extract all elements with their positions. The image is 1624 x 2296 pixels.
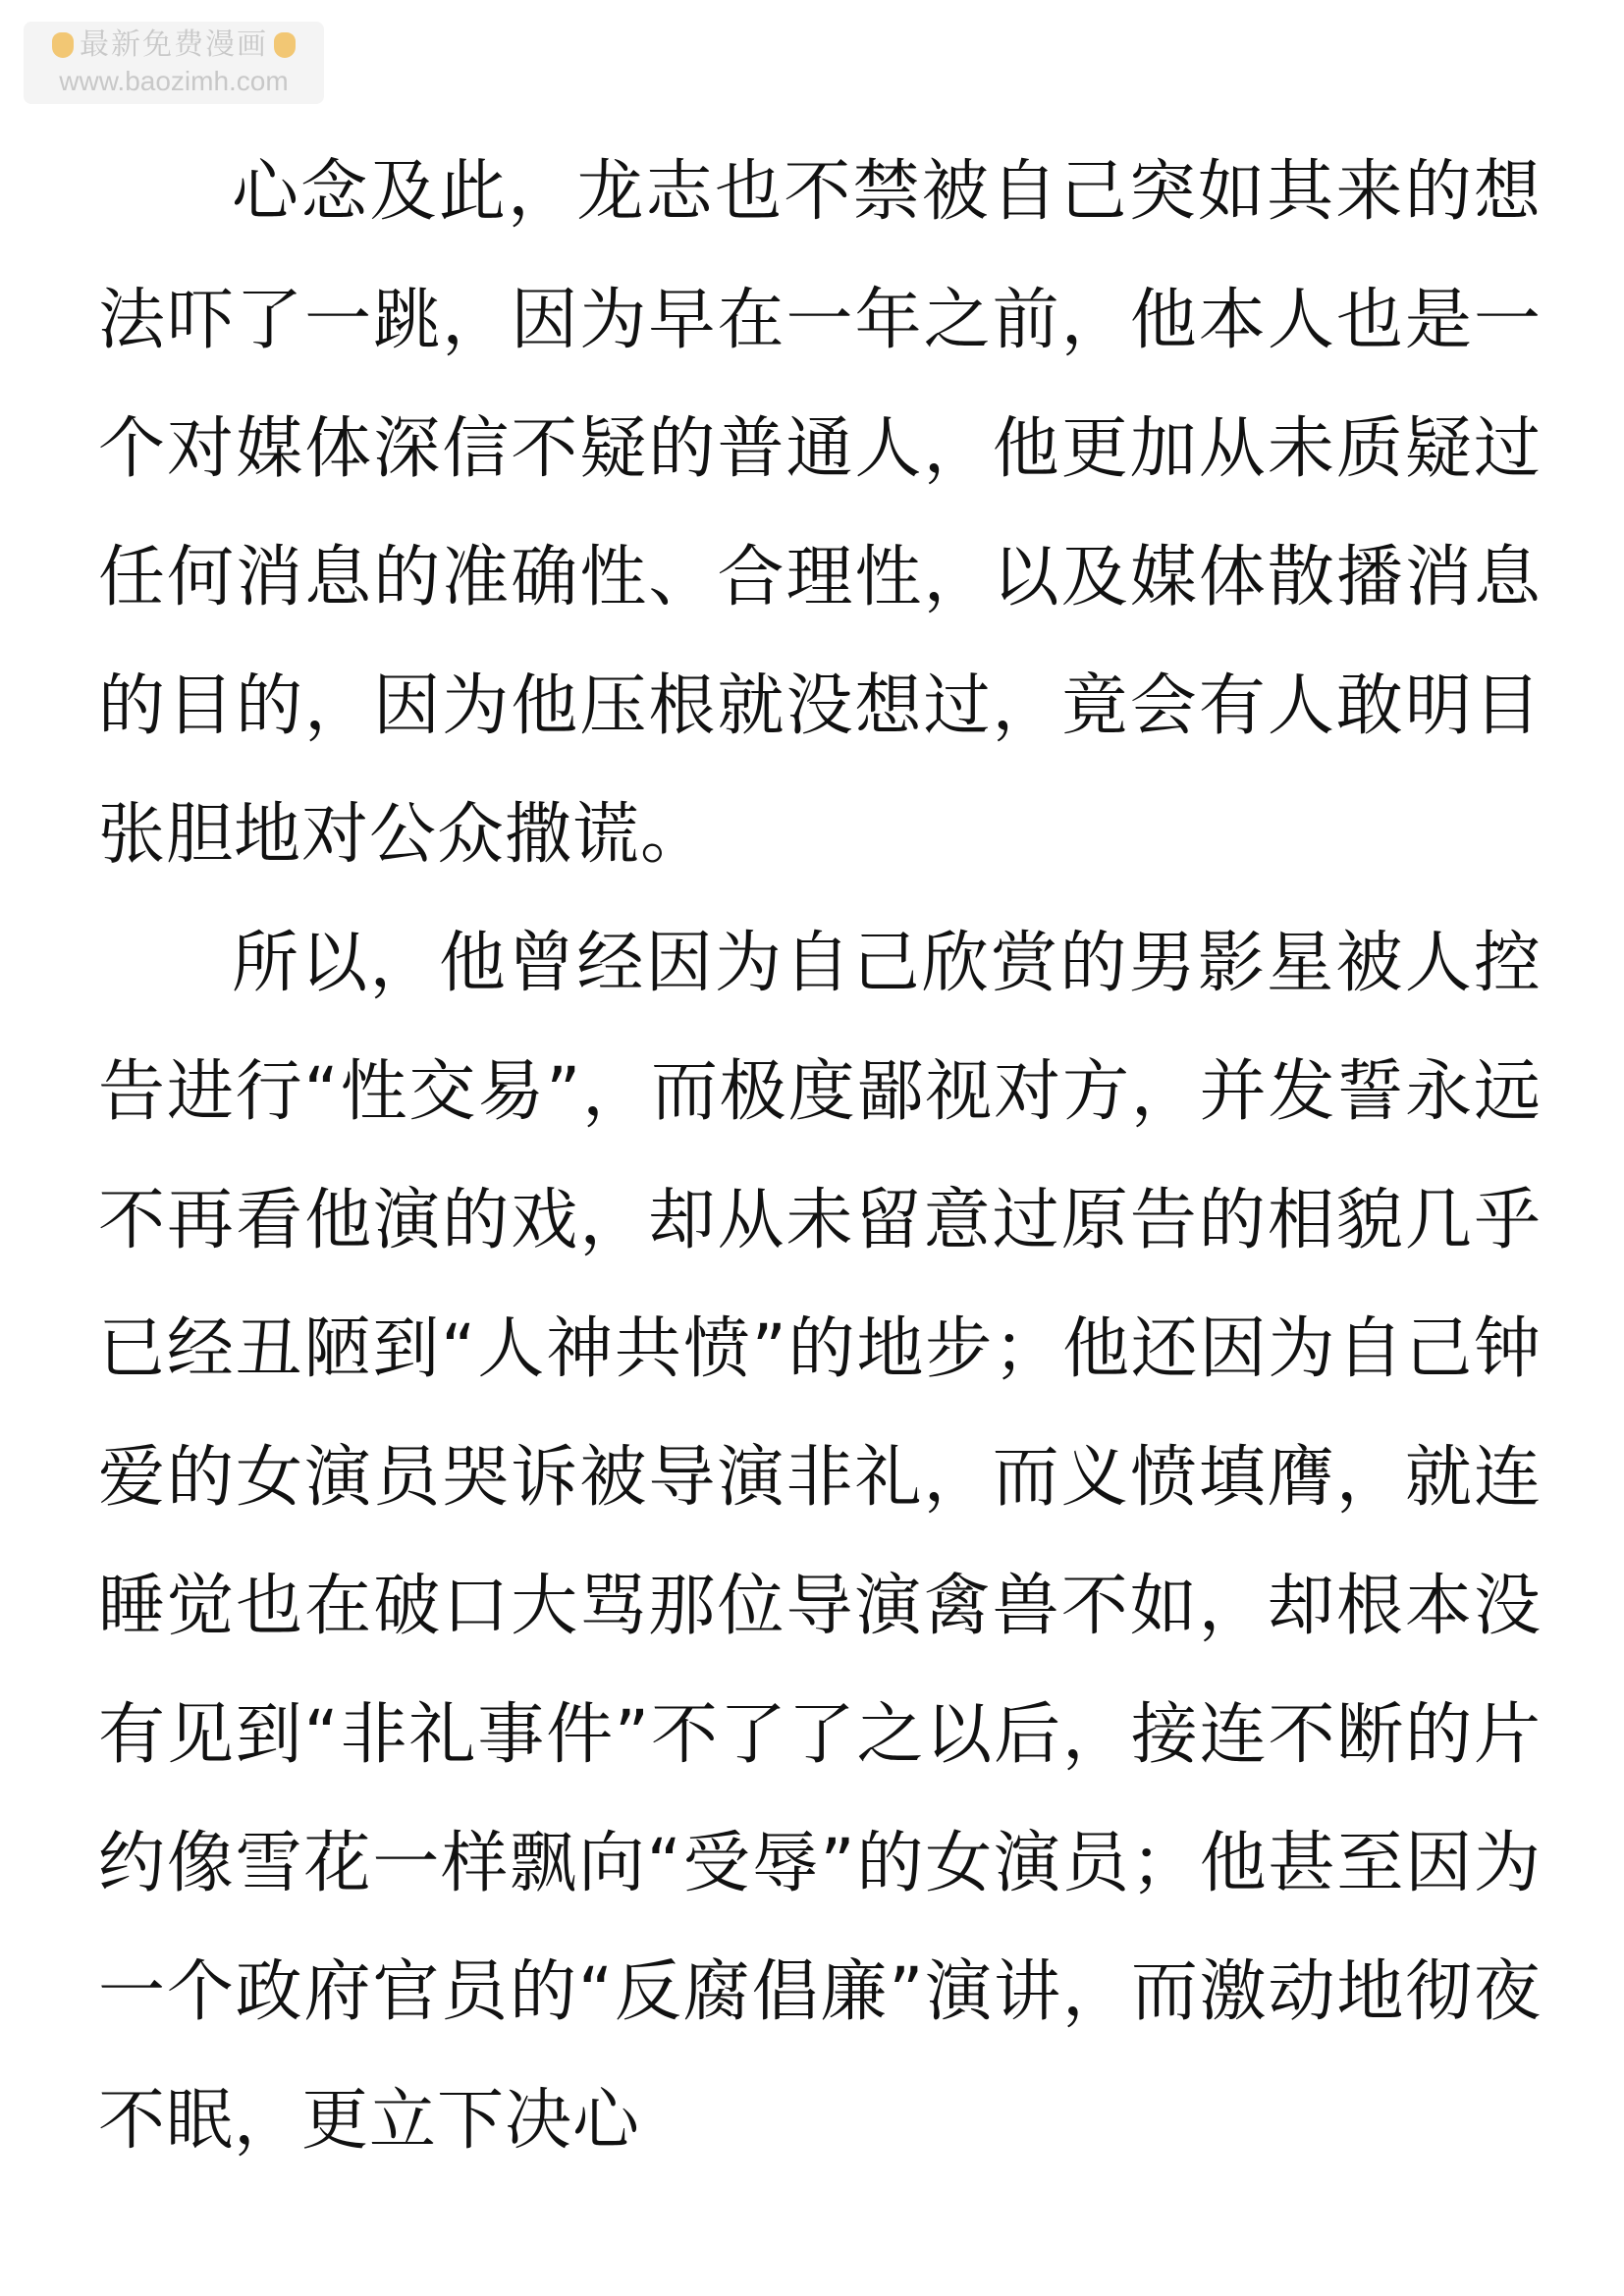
page-text <box>98 128 1542 2185</box>
paragraph-1: 心念及此，龙志也不禁被自己突如其来的想法吓了一跳，因为早在一年之前，他本人也是一个对媒体深信不疑的普通人，他更加从未质疑过任何消息的准确性、合理性，以及媒体散播消息的目的，因为他压根就没想过，竟会有人敢明目张胆地对公众撒谎。 <box>98 153 1542 874</box>
pointing-hand-icon <box>52 32 74 58</box>
watermark-title-row <box>24 26 324 65</box>
pointing-hand-icon <box>274 32 296 58</box>
paragraph-2: 所以，他曾经因为自己欣赏的男影星被人控告进行“性交易”，而极度鄙视对方，并发誓永远不再看他演的戏，却从未留意过原告的相貌几乎已经丑陋到“人神共愤”的地步；他还因为自己钟爱的女演员哭诉被导演非礼，而义愤填膺，就连睡觉也在破口大骂那位导演禽兽不如，却根本没有见到“非礼事件”不了了之以后，接连不断的片约像雪花一样飘向“受辱”的女演员；他甚至因为一个政府官员的“反腐倡廉”演讲，而激动地彻夜不眠，更立下决心 <box>98 925 1542 2160</box>
watermark <box>24 22 324 104</box>
watermark-title: 最新免费漫画 <box>80 28 268 61</box>
watermark-url: www.baozimh.com <box>59 66 289 96</box>
